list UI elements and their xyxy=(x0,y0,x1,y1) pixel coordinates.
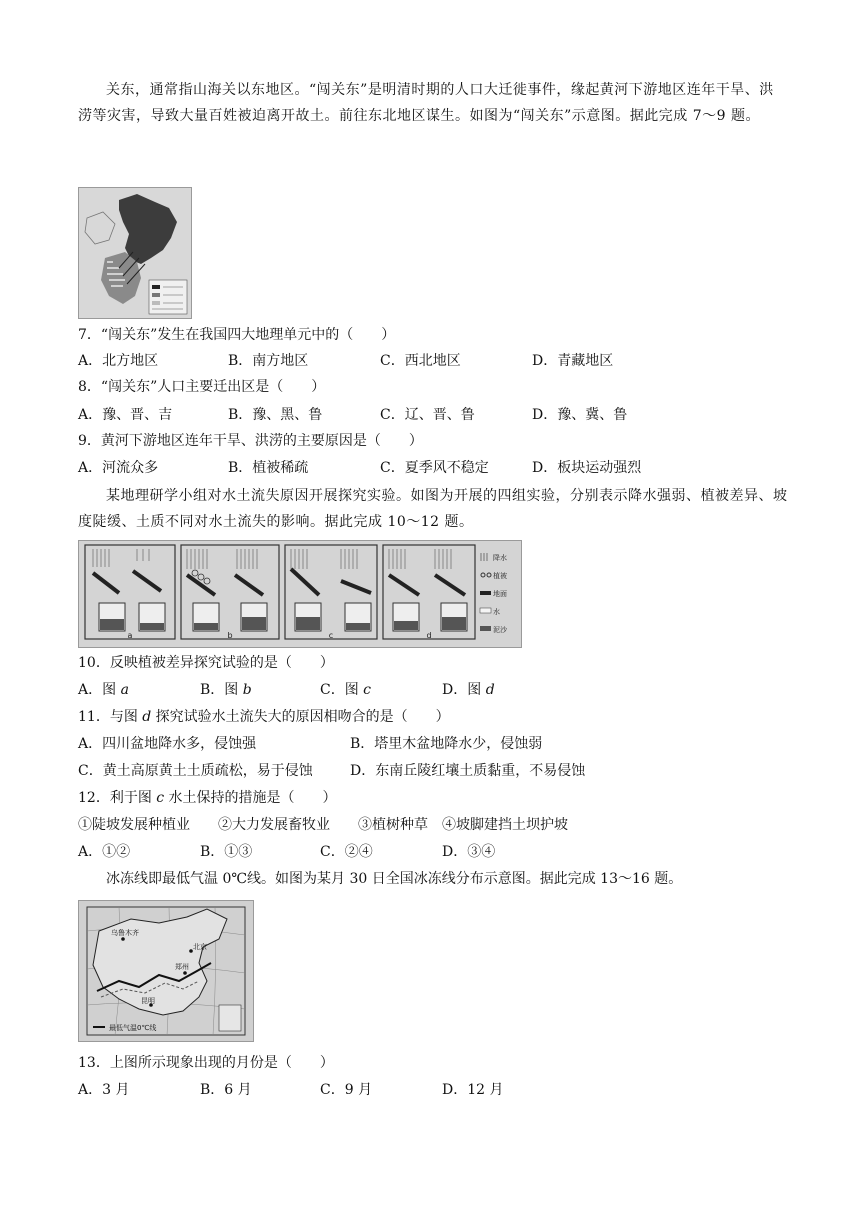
question-11-option-d[interactable]: D．东南丘陵红壤土质黏重，不易侵蚀 xyxy=(350,763,586,779)
legend-rain: 降水 xyxy=(493,554,507,562)
stem-prefix: 12．利于图 xyxy=(78,790,157,806)
city-label-zhengzhou: 郑州 xyxy=(175,963,189,971)
stem-suffix: 水土保持的措施是（ ） xyxy=(164,790,337,806)
question-10-option-b[interactable] xyxy=(200,677,252,703)
question-12-stem xyxy=(78,785,788,811)
question-12-option-d[interactable]: D．③④ xyxy=(442,844,496,860)
question-8-option-d[interactable]: D．豫、冀、鲁 xyxy=(532,407,628,423)
stem-prefix: 11．与图 xyxy=(78,709,143,725)
option-prefix: A．图 xyxy=(78,682,121,698)
question-8-option-b[interactable]: B．豫、黑、鲁 xyxy=(228,407,323,423)
option-prefix: D．图 xyxy=(442,682,486,698)
question-13-option-d[interactable]: D．12 月 xyxy=(442,1082,504,1098)
question-9-option-b[interactable]: B．植被稀疏 xyxy=(228,460,309,476)
migration-map-image xyxy=(79,188,191,318)
freeze-line-map-image xyxy=(79,901,253,1041)
option-prefix: B．图 xyxy=(200,682,243,698)
question-13-option-a[interactable]: A．3 月 xyxy=(78,1082,130,1098)
experiment-label-a: a xyxy=(127,631,133,640)
option-figure-letter: c xyxy=(363,682,372,698)
option-prefix: C．图 xyxy=(320,682,364,698)
question-7-option-d[interactable]: D．青藏地区 xyxy=(532,353,614,369)
question-12-items: ①陡坡发展种植业 ②大力发展畜牧业 ③植树种草 ④坡脚建挡土坝护坡 xyxy=(78,817,568,833)
erosion-experiment-figure xyxy=(78,540,522,648)
city-label-urumqi: 乌鲁木齐 xyxy=(111,929,139,937)
erosion-experiment-image xyxy=(79,541,521,647)
question-9-option-a[interactable]: A．河流众多 xyxy=(78,460,159,476)
question-10-option-c[interactable] xyxy=(320,677,371,703)
legend-vegetation: 植被 xyxy=(493,572,507,580)
question-12-option-b[interactable]: B．①③ xyxy=(200,844,253,860)
option-figure-letter: d xyxy=(485,682,495,698)
experiment-label-c: c xyxy=(328,631,334,640)
question-10-option-a[interactable] xyxy=(78,677,129,703)
question-13-option-b[interactable]: B．6 月 xyxy=(200,1082,252,1098)
map-legend-freeze-line: 最低气温0℃线 xyxy=(109,1024,157,1032)
question-10-option-d[interactable] xyxy=(442,677,495,703)
question-10-stem: 10．反映植被差异探究试验的是（ ） xyxy=(78,655,334,671)
question-7-option-b[interactable]: B．南方地区 xyxy=(228,353,309,369)
option-figure-letter: b xyxy=(242,682,252,698)
stem-figure-letter: c xyxy=(156,790,165,806)
question-13-stem: 13．上图所示现象出现的月份是（ ） xyxy=(78,1055,334,1071)
experiment-label-d: d xyxy=(426,631,432,640)
option-figure-letter: a xyxy=(120,682,129,698)
question-11-option-c[interactable]: C．黄土高原黄土土质疏松，易于侵蚀 xyxy=(78,763,313,779)
question-11-option-a[interactable]: A．四川盆地降水多，侵蚀强 xyxy=(78,736,257,752)
question-7-stem: 7．“闯关东”发生在我国四大地理单元中的（ ） xyxy=(78,327,396,343)
city-label-beijing: 北京 xyxy=(193,943,207,951)
question-12-option-a[interactable]: A．①② xyxy=(78,844,131,860)
stem-suffix: 探究试验水土流失大的原因相吻合的是（ ） xyxy=(151,709,450,725)
question-7-option-c[interactable]: C．西北地区 xyxy=(380,353,461,369)
question-8-option-c[interactable]: C．辽、晋、鲁 xyxy=(380,407,475,423)
intro-paragraph-7-9: 关东，通常指山海关以东地区。“闯关东”是明清时期的人口大迁徙事件，缘起黄河下游地区连年干旱、洪涝等灾害，导致大量百姓被迫离开故土。前往东北地区谋生。如图为“闯关东”示意图。据此完成 7～9 题。 xyxy=(78,82,774,124)
question-12-option-c[interactable]: C．②④ xyxy=(320,844,373,860)
question-11-option-b[interactable]: B．塔里木盆地降水少，侵蚀弱 xyxy=(350,736,543,752)
legend-sediment: 泥沙 xyxy=(493,626,507,634)
question-9-option-d[interactable]: D．板块运动强烈 xyxy=(532,460,642,476)
question-9-option-c[interactable]: C．夏季风不稳定 xyxy=(380,460,489,476)
question-13-option-c[interactable]: C．9 月 xyxy=(320,1082,373,1098)
question-7-option-a[interactable]: A．北方地区 xyxy=(78,353,159,369)
legend-water: 水 xyxy=(493,608,500,616)
intro-paragraph-13-16: 冰冻线即最低气温 0℃线。如图为某月 30 日全国冰冻线分布示意图。据此完成 13～16 题。 xyxy=(106,871,683,887)
freeze-line-map-figure xyxy=(78,900,254,1042)
intro-paragraph-10-12: 某地理研学小组对水土流失原因开展探究实验。如图为开展的四组实验，分别表示降水强弱、植被差异、坡度陡缓、土质不同对水土流失的影响。据此完成 10～12 题。 xyxy=(78,488,788,530)
question-11-stem xyxy=(78,704,788,730)
city-label-kunming: 昆明 xyxy=(141,997,155,1005)
legend-ground: 地面 xyxy=(493,590,507,598)
stem-figure-letter: d xyxy=(142,709,152,725)
question-8-option-a[interactable]: A．豫、晋、吉 xyxy=(78,407,173,423)
experiment-label-b: b xyxy=(227,631,233,640)
migration-map-figure xyxy=(78,187,192,319)
question-8-stem: 8．“闯关东”人口主要迁出区是（ ） xyxy=(78,379,326,395)
question-9-stem: 9．黄河下游地区连年干旱、洪涝的主要原因是（ ） xyxy=(78,433,423,449)
